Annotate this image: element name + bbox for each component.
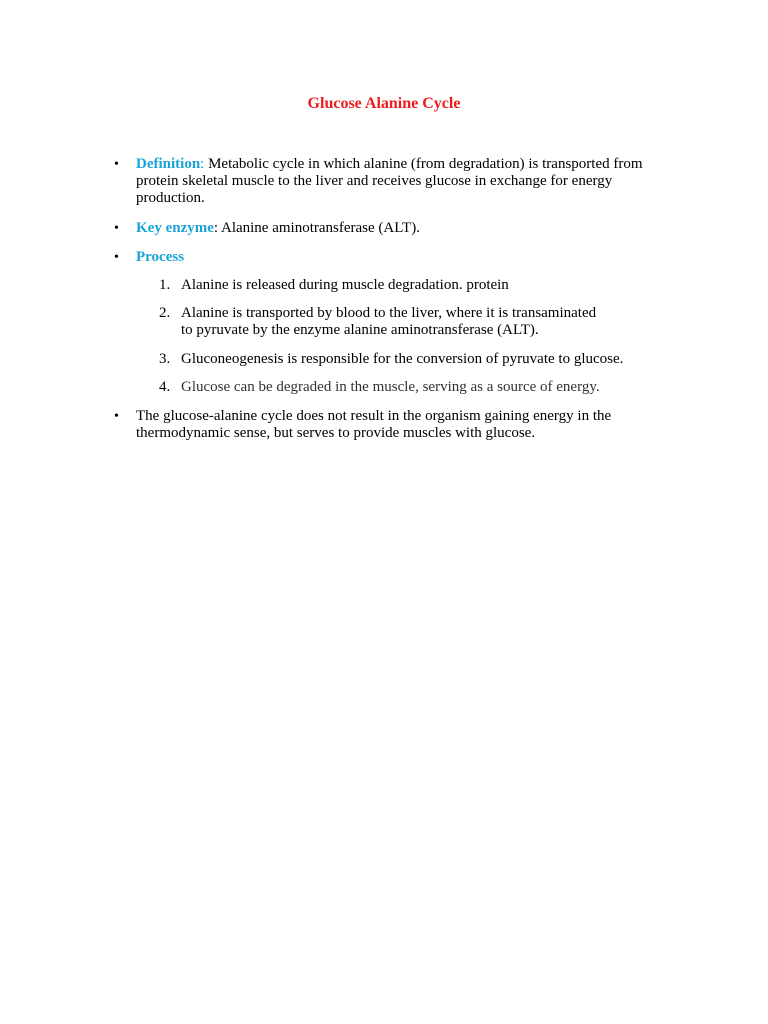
step-number: 2. [159, 305, 171, 321]
step-number: 1. [159, 277, 171, 293]
term-colon: : [213, 220, 219, 236]
term-colon: : [200, 156, 205, 172]
definition-body: Metabolic cycle in which alanine (from degradation) is transported from protein skeletal muscle to the liver and receives glucose in exchange for energy production. [136, 156, 643, 206]
step-text: Alanine is released during muscle degradation. protein [181, 277, 509, 293]
step-text: Glucose can be degraded in the muscle, serving as a source of energy. [181, 379, 600, 395]
step-number: 3. [159, 351, 171, 367]
term-process: Process [136, 249, 185, 265]
step-text: Alanine is transported by blood to the liver, where it is transaminated to pyruvate by the enzyme alanine aminotransferase (ALT). [181, 305, 597, 338]
document-title: Glucose Alanine Cycle [307, 95, 461, 112]
step-text: Gluconeogenesis is responsible for the conversion of pyruvate to glucose. [181, 351, 624, 367]
term-key-enzyme: Key enzyme [136, 220, 214, 236]
bullet-icon: • [114, 409, 119, 424]
step-number: 4. [159, 379, 171, 395]
bullet-summary-text: The glucose-alanine cycle does not result in the organism gaining energy in the thermodynamic sense, but serves to provide muscles with glucose. [136, 408, 612, 441]
bullet-key-enzyme-text [136, 220, 676, 237]
bullet-icon: • [114, 157, 119, 172]
bullet-process-text [136, 249, 676, 266]
bullet-icon: • [114, 221, 119, 236]
term-definition: Definition [136, 156, 201, 172]
bullet-definition-text [136, 156, 654, 207]
key-enzyme-body: Alanine aminotransferase (ALT). [218, 220, 420, 236]
bullet-icon: • [114, 250, 119, 265]
